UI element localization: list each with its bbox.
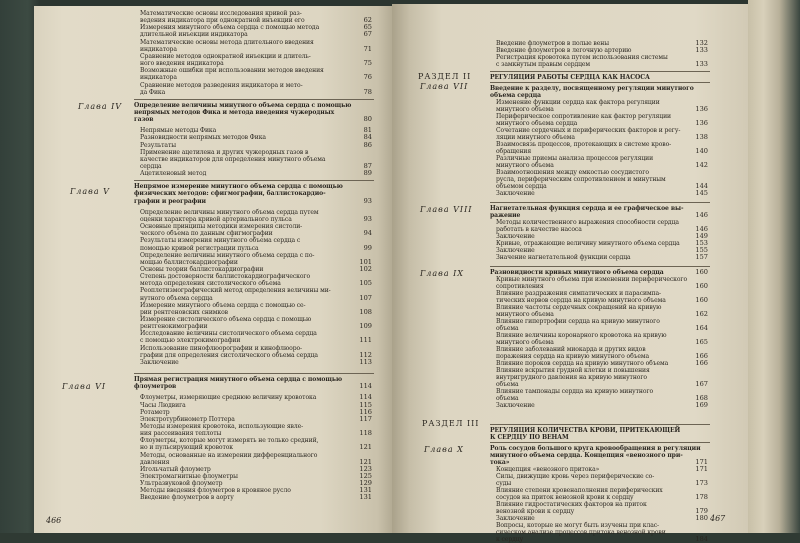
toc-page-number: 93 (363, 196, 372, 205)
toc-entry-text: объемом сердца (496, 182, 547, 190)
toc-page-number: 129 (359, 479, 372, 488)
toc-entry-text: Влияние раздражения симпатических и парасимпа- (496, 289, 662, 297)
toc-entry-text: Взаимосвязь процессов, протекающих в системе крово- (496, 140, 672, 148)
toc-entry-text: индикатора (140, 73, 177, 82)
toc-entry-text: К СЕРДЦУ ПО ВЕНАМ (490, 433, 569, 441)
toc-entry-text: Часы Людвига (140, 400, 186, 409)
toc-entry-text: рии рентгеновских снимков (140, 307, 229, 316)
section-rule (134, 373, 374, 374)
toc-entry-text: Непрямые методы Фика (140, 126, 217, 135)
section-label: РАЗДЕЛ III (422, 419, 480, 428)
toc-entry-text: Роль сосудов большого круга кровообращения в регуляции (490, 444, 701, 452)
toc-entry-text: Взаимоотношения между емкостью сосудистого (496, 168, 649, 176)
toc-entry-text: Ацетиленовый метод (140, 169, 207, 178)
page-number: 467 (710, 514, 726, 523)
toc-entry-text: Влияние гидростатических факторов на приток (496, 500, 647, 508)
toc-entry-text: Измерения минутного объема сердца с помощью метода (140, 23, 320, 32)
toc-entry-text: Влияние тампонады сердца на кривую минутного (496, 387, 654, 395)
toc-page-number: 178 (695, 493, 708, 501)
toc-entry-text: но и пульсирующий кровоток (140, 443, 234, 452)
right-page (392, 4, 748, 543)
toc-entry-text: Силы, движущие кровь через периферические со- (496, 472, 655, 480)
toc-entry-text: Степень достоверности баллистокардиографического (140, 272, 311, 281)
toc-entry-text: Флоуметры, которые могут измерять не только средний, (140, 436, 319, 445)
toc-page-number: 166 (695, 352, 708, 360)
toc-page-number: 118 (359, 429, 372, 438)
toc-entry-text: минутного объема (496, 310, 554, 318)
toc-entry-text: Концепция «венозного притока» (496, 465, 600, 473)
toc-entry-text: Влияние заболеваний миокарда и других видов (496, 345, 646, 353)
toc-entry-text: непрямых методов Фика и метода введения чужеродных (134, 107, 335, 116)
toc-entry-text: Заключение (140, 357, 179, 366)
section-rule (134, 180, 374, 181)
toc-entry-text: сопротивления (496, 282, 544, 290)
toc-entry-text: длительной инъекции индикатора (140, 30, 248, 39)
toc-entry-text: мощью баллистокардиографии (140, 257, 238, 266)
toc-page-number: 149 (695, 232, 708, 240)
toc-entry-text: Кривые минутного объема при изменении периферического (496, 275, 688, 283)
toc-entry-text: объема (496, 324, 519, 332)
section-rule (134, 99, 374, 100)
toc-entry-text: Влияние степени кровенаполнения периферических (496, 486, 663, 494)
toc-entry-text: Математические основы метода длительного введения (140, 37, 314, 46)
toc-entry-text: Ультразвуковой флоуметр (140, 479, 223, 488)
toc-page-number: 164 (695, 324, 708, 332)
toc-entry-text: Изменение функции сердца как фактора регуляции (496, 98, 660, 106)
chapter-label: Глава VI (62, 382, 107, 392)
toc-page-number: 76 (363, 73, 372, 82)
toc-page-number: 62 (363, 16, 372, 25)
toc-page-number: 160 (695, 282, 708, 290)
toc-entry-text: минутного объема (496, 161, 554, 169)
toc-entry-text: Значение нагнетательной функции сердца (496, 253, 631, 261)
toc-page-number: 93 (363, 214, 372, 223)
toc-page-number: 89 (363, 169, 372, 178)
toc-page-number: 138 (695, 133, 708, 141)
left-page (34, 6, 392, 533)
toc-entry-text: графии для определения систолического объема сердца (140, 350, 318, 359)
toc-entry-text: Результаты (140, 140, 176, 149)
toc-page-number: 65 (363, 23, 372, 32)
toc-entry-text: Использование пинофлюорографии и кинофлюоро- (140, 343, 303, 352)
toc-entry-text: Влияние гипертрофии сердца на кривую минутного (496, 317, 660, 325)
toc-entry-text: Возможные ошибки при использовании методов введения (140, 66, 324, 75)
toc-entry-text: сердца (140, 162, 162, 170)
chapter-label: Глава VII (420, 82, 469, 91)
toc-entry-text: Заключение (496, 514, 535, 522)
toc-entry-text: суды (496, 479, 512, 487)
toc-page-number: 142 (695, 161, 708, 169)
toc-entry-text: Электромагнитные флоуметры (140, 472, 238, 480)
toc-entry-text: Разновидности кривых минутного объема сердца (490, 268, 664, 276)
toc-entry-text: Влияние частоты сердечных сокращений на кривую (496, 303, 662, 311)
toc-page-number: 111 (359, 336, 372, 345)
toc-entry-text: Периферическое сопротивление как фактор регуляции (496, 112, 672, 120)
toc-entry-text: метода определения систолического объема (140, 279, 281, 288)
toc-page-number: 144 (695, 182, 708, 190)
toc-page-number: 173 (695, 479, 708, 487)
toc-page-number: 115 (359, 400, 372, 409)
toc-entry-text: Введение флоуметров в аорту (140, 493, 234, 502)
toc-page-number: 162 (695, 310, 708, 318)
toc-entry-text: Влияние пороков сердца на кривую минутного объема (496, 359, 669, 367)
toc-entry-text: Сравнение методов однократной инъекции и длитель- (140, 51, 311, 60)
toc-entry-text: Влияние величины коронарного кровотока на кривую (496, 331, 667, 339)
toc-entry-text: объема (496, 380, 519, 388)
toc-entry-text: Введение флоуметров в полые вены (496, 39, 609, 47)
chapter-label: Глава X (424, 445, 464, 454)
toc-entry-text: работать в качестве насоса (496, 225, 582, 233)
toc-page-number: 102 (359, 264, 372, 273)
toc-page-number: 114 (359, 382, 372, 391)
toc-page-number: 67 (363, 30, 372, 39)
chapter-label: Глава IX (420, 269, 464, 278)
toc-entry-text: венозной крови к сердцу (496, 507, 575, 515)
toc-entry-text: РЕГУЛЯЦИЯ РАБОТЫ СЕРДЦА КАК НАСОСА (490, 73, 650, 81)
toc-entry-text: Сочетание сердечных и периферических факторов и регу- (496, 126, 681, 134)
toc-page-number: 155 (695, 246, 708, 254)
toc-page-number: 179 (695, 507, 708, 515)
toc-page-number: 107 (359, 293, 372, 302)
toc-entry-text: ческого объема по данным сфигмографии (140, 229, 273, 238)
section-rule (490, 424, 710, 425)
toc-entry-text: Определение величины минутного объема сердца с по- (140, 250, 315, 259)
toc-entry-text: Кривые, отражающие величину минутного объема сердца (496, 239, 680, 247)
toc-entry-text: Электротурбинометр Поттера (140, 414, 235, 423)
toc-entry-text: Игольчатый флоуметр (140, 464, 211, 473)
toc-entry-text: Различные приемы анализа процессов регуляции (496, 154, 654, 162)
toc-entry-text: минутного объема сердца. Концепция «венозного при- (490, 451, 683, 459)
toc-page-number: 146 (695, 211, 708, 219)
toc-page-number: 133 (695, 60, 708, 68)
toc-page-number: 84 (363, 133, 372, 142)
toc-page-number: 87 (363, 162, 372, 170)
toc-entry-text: Заключение (496, 246, 535, 254)
toc-page-number: 136 (695, 119, 708, 127)
toc-entry-text: внутригрудного давления на кривую минутного (496, 373, 647, 381)
toc-page-number: 105 (359, 279, 372, 288)
toc-entry-text: Методы введения флоуметров в кровяное русло (140, 486, 291, 495)
toc-entry-text: с замкнутым правым сердцем (496, 60, 591, 68)
toc-entry-text: минутного объема (496, 338, 554, 346)
toc-entry-text: ного введения индикатора (140, 59, 224, 68)
toc-page-number: 94 (363, 229, 372, 238)
toc-entry-text: Применение ацетилена и других чужеродных газов в (140, 147, 309, 156)
toc-page-number: 112 (359, 350, 372, 359)
toc-entry-text: физических методов: сфигмографии, баллистокардио- (134, 189, 326, 198)
toc-entry-text: давления (140, 457, 170, 466)
chapter-label: Глава V (70, 187, 110, 197)
toc-entry-text: ния рассеивания теплоты (140, 429, 222, 438)
toc-entry-text: ражение (490, 211, 521, 219)
toc-entry-text: минутного объема сердца (496, 119, 578, 127)
toc-entry-text: объема (496, 394, 519, 402)
toc-page-number: 133 (695, 46, 708, 54)
toc-entry-text: Результаты измерения минутного объема сердца с (140, 236, 301, 245)
toc-entry-text: Заключение (496, 232, 535, 240)
toc-page-number: 180 (695, 514, 708, 522)
toc-page-number: 184 (695, 535, 708, 543)
toc-page-number: 80 (363, 115, 372, 124)
toc-entry-text: да Фика (140, 87, 166, 96)
toc-entry-text: качестве индикаторов для определения минутного объема (140, 154, 326, 163)
toc-entry-text: Основные принципы методики измерения систоли- (140, 222, 303, 231)
toc-page-number: 116 (359, 407, 372, 416)
toc-entry-text: минутного объема (496, 105, 554, 113)
toc-page-number: 78 (363, 87, 372, 96)
toc-page-number: 167 (695, 380, 708, 388)
toc-page-number: 168 (695, 394, 708, 402)
toc-page-number: 169 (695, 401, 708, 409)
toc-page-number: 125 (359, 472, 372, 480)
section-rule (490, 82, 710, 83)
chapter-label: Глава VIII (420, 205, 473, 214)
toc-entry-text: Нагнетательная функция сердца и ее графическое вы- (490, 204, 684, 212)
toc-entry-text: тических нервов сердца на кривую минутного объема (496, 296, 666, 304)
toc-entry-text: Заключение (496, 401, 535, 409)
toc-page-number: 113 (359, 357, 372, 366)
toc-entry-text: Флоуметры, измеряющие среднюю величину кровотока (140, 393, 317, 402)
toc-entry-text: помощью кривой регистрации пульса (140, 243, 259, 252)
toc-entry-text: Заключение (496, 189, 535, 197)
section-rule (490, 442, 710, 443)
toc-page-number: 131 (359, 486, 372, 495)
toc-entry-text: газов (134, 115, 154, 124)
toc-entry-text: русла, периферическим сопротивлением и минутным (496, 175, 666, 183)
toc-entry-text: Непрямое измерение минутного объема сердца с помощью (134, 182, 343, 191)
toc-entry-text: Определение величины минутного объема сердца путем (140, 207, 319, 216)
toc-entry-text: Разновидности непрямых методов Фика (140, 133, 266, 142)
toc-page-number: 109 (359, 322, 372, 331)
toc-entry-text: объема сердца (490, 91, 541, 99)
toc-entry-text: сическом анализе процессов притока венозной крови (496, 528, 666, 536)
toc-entry-text: обращения (496, 147, 532, 155)
toc-page-number: 108 (359, 307, 372, 316)
toc-entry-text: Прямая регистрация минутного объема сердца с помощью (134, 375, 342, 384)
toc-page-number: 121 (359, 457, 372, 466)
toc-entry-text: Методы количественного выражения способности сердца (496, 218, 679, 226)
toc-entry-text: графии и реографии (134, 196, 206, 205)
toc-page-number: 153 (695, 239, 708, 247)
toc-page-number: 71 (363, 44, 372, 53)
toc-entry-text: Основы теории баллистокардиографии (140, 264, 264, 273)
toc-entry-text: рентгенокимографии (140, 322, 208, 331)
toc-entry-text: Влияние вскрытия грудной клетки и повышения (496, 366, 650, 374)
section-rule (490, 71, 710, 72)
section-label: РАЗДЕЛ II (418, 72, 472, 81)
toc-page-number: 117 (359, 414, 372, 423)
toc-entry-text: Ротаметр (140, 407, 170, 416)
toc-page-number: 140 (695, 147, 708, 155)
toc-page-number: 171 (695, 465, 708, 473)
page-number: 466 (46, 516, 62, 525)
toc-entry-text: оценки характера кривой артериального пульса (140, 214, 292, 223)
toc-entry-text: Реоплетизмографический метод определения величины ми- (140, 286, 331, 295)
toc-entry-text: нутного объема сердца (140, 293, 213, 302)
toc-entry-text: Методы измерения кровотока, использующие явле- (140, 421, 304, 430)
toc-page-number: 136 (695, 105, 708, 113)
toc-page-number: 114 (359, 393, 372, 402)
toc-entry-text: Измерение систолического объема сердца с помощью (140, 315, 312, 323)
toc-page-number: 123 (359, 464, 372, 473)
toc-entry-text: Вопросы, которые не могут быть изучены при клас- (496, 521, 659, 529)
section-rule (490, 266, 710, 267)
toc-entry-text: сосудов на приток венозной крови к сердцу (496, 493, 634, 501)
toc-entry-text: тока» (490, 458, 510, 466)
toc-page-number: 132 (695, 39, 708, 47)
toc-entry-text: индикатора (140, 44, 177, 53)
toc-page-number: 99 (363, 243, 372, 252)
toc-page-number: 86 (363, 140, 372, 149)
toc-entry-text: РЕГУЛЯЦИЯ КОЛИЧЕСТВА КРОВИ, ПРИТЕКАЮЩЕЙ (490, 426, 681, 434)
toc-page-number: 171 (695, 458, 708, 466)
toc-entry-text: ведения индикатора при однократной инъекции его (140, 16, 305, 25)
toc-entry-text: Регистрация кровотока путем использования системы (496, 53, 668, 61)
toc-entry-text: Измерение минутного объема сердца с помощью се- (140, 300, 306, 309)
toc-page-number: 166 (695, 359, 708, 367)
page-edges (748, 0, 800, 533)
toc-page-number: 160 (695, 268, 708, 276)
toc-entry-text: к сердцу (496, 535, 524, 543)
toc-entry-text: ляции минутного объема (496, 133, 575, 141)
toc-entry-text: флоуметров (134, 382, 177, 391)
toc-entry-text: Определение величины минутного объема сердца с помощью (134, 100, 352, 109)
toc-page-number: 75 (363, 59, 372, 68)
toc-entry-text: Сравнение методов разведения индикатора и мето- (140, 80, 303, 89)
toc-entry-text: Исследование величины систолического объема сердца (140, 329, 317, 338)
toc-page-number: 101 (359, 257, 372, 266)
toc-page-number: 157 (695, 253, 708, 261)
section-rule (490, 202, 710, 203)
toc-page-number: 165 (695, 338, 708, 346)
toc-page-number: 146 (695, 225, 708, 233)
chapter-label: Глава IV (78, 101, 123, 111)
toc-page-number: 81 (363, 126, 372, 135)
toc-entry-text: Математические основы исследования кривой раз- (140, 9, 302, 17)
toc-entry-text: поражения сердца на кривую минутного объема (496, 352, 650, 360)
toc-page-number: 121 (359, 443, 372, 452)
toc-entry-text: с помощью электрокимографии (140, 336, 241, 345)
toc-entry-text: Методы, основанные на измерении дифференциального (140, 450, 318, 459)
toc-page-number: 160 (695, 296, 708, 304)
toc-page-number: 131 (359, 493, 372, 502)
toc-entry-text: Введение флоуметров в легочную артерию (496, 46, 632, 54)
toc-entry-text: Введение к разделу, посвященному регуляции минутного (490, 84, 694, 92)
toc-page-number: 145 (695, 189, 708, 197)
